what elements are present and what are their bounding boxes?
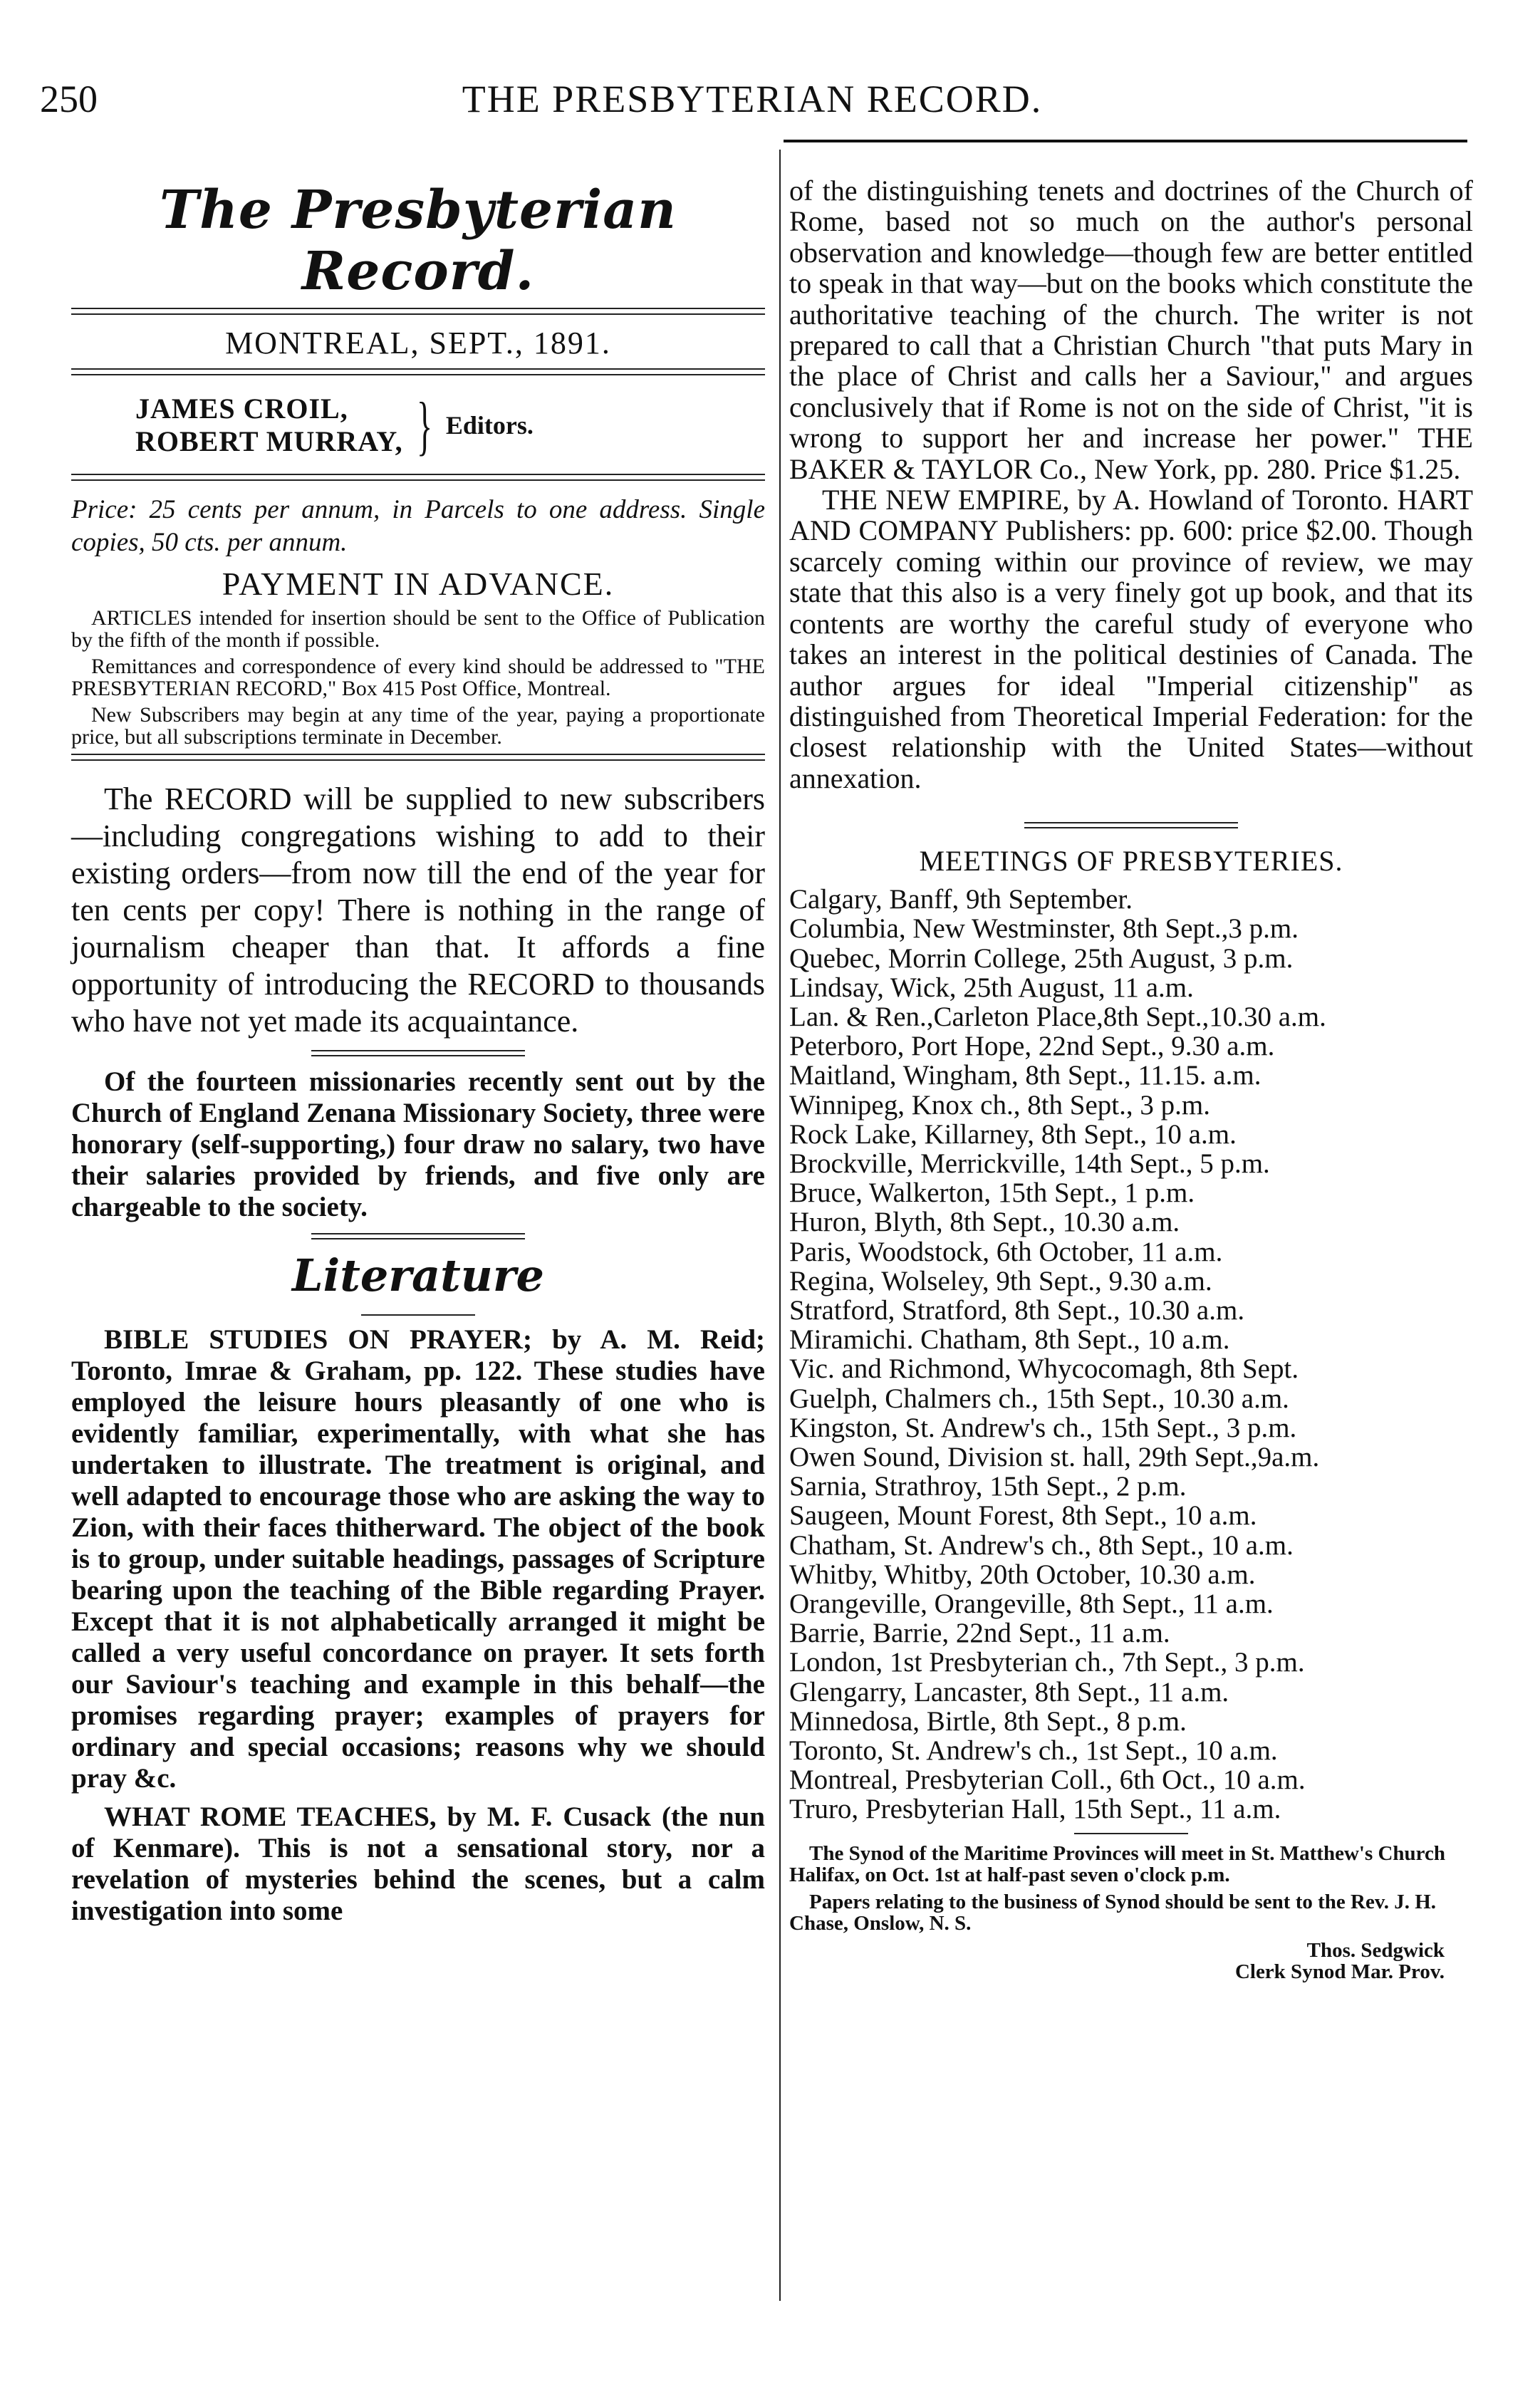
new-empire-review: THE NEW EMPIRE, by A. Howland of Toronto. HART AND COMPANY Publishers: pp. 600: price $2.00. Though scarcely coming within our province of review, we may state that this also is a very finely got up book, and that its contents are worthy the careful study of everyone who takes an interest in the political destinies of Canada. The author argues for ideal "Imperial citizenship" as distinguished from Theoretical Imperial Federation: for the closest relationship with the United States—without annexation.: [789, 484, 1473, 794]
column-divider: [779, 150, 781, 2301]
payment-heading: PAYMENT IN ADVANCE.: [222, 566, 615, 602]
running-title: THE PRESBYTERIAN RECORD.: [462, 78, 1043, 120]
list-item: Winnipeg, Knox ch., 8th Sept., 3 p.m.: [789, 1089, 1210, 1121]
signature-title: Clerk Synod Mar. Prov.: [1234, 1960, 1445, 1983]
list-item: Orangeville, Orangeville, 8th Sept., 11 a.m.: [789, 1589, 1274, 1619]
list-item: Stratford, Stratford, 8th Sept., 10.30 a.m.: [789, 1294, 1245, 1326]
list-item: Glengarry, Lancaster, 8th Sept., 11 a.m.: [789, 1676, 1229, 1707]
dateline: MONTREAL, SEPT., 1891.: [225, 326, 611, 360]
header-rule: [784, 140, 1467, 142]
list-item: Chatham, St. Andrew's ch., 8th Sept., 10 a.m.: [789, 1529, 1294, 1561]
list-item: Brockville, Merrickville, 14th Sept., 5 p.m.: [789, 1148, 1270, 1179]
list-item: Sarnia, Strathroy, 15th Sept., 2 p.m.: [789, 1471, 1187, 1502]
masthead-rule: [71, 308, 765, 315]
meetings-list: [789, 885, 1473, 1824]
list-item: London, 1st Presbyterian ch., 7th Sept., 3 p.m.: [789, 1647, 1305, 1678]
list-item: Quebec, Morrin College, 25th August, 3 p.m.: [789, 942, 1294, 974]
editor-croil: JAMES CROIL,: [135, 392, 348, 425]
list-item: Truro, Presbyterian Hall, 15th Sept., 11 a.m.: [789, 1794, 1281, 1825]
brace-glyph: }: [416, 389, 432, 462]
right-column: [789, 175, 1473, 1982]
list-item: Columbia, New Westminster, 8th Sept.,3 p.m.: [789, 913, 1299, 945]
synod-papers-notice: Papers relating to the business of Synod should be sent to the Rev. J. H. Chase, Onslow, N. S.: [789, 1890, 1437, 1935]
list-item: Saugeen, Mount Forest, 8th Sept., 10 a.m.: [789, 1500, 1257, 1532]
list-item: Calgary, Banff, 9th September.: [789, 884, 1133, 915]
rome-teaches-continued: of the distinguishing tenets and doctrines of the Church of Rome, based not so much on the author's personal observation and knowledge—though few are better entitled to speak in that way—but on the books which constitute the authoritative teaching of the church. The writer is not prepared to call that a Christian Church "that puts Mary in the place of Christ and calls her a Saviour," and argues conclusively that if Rome is not on the side of Christ, "it is wrong to support her and increase her power." THE BAKER & TAYLOR Co., New York, pp. 280. Price $1.25.: [789, 175, 1473, 485]
dateline-rule: [71, 368, 765, 375]
heading-rule: [361, 1314, 475, 1316]
signature: [789, 1940, 1473, 1982]
list-item: Huron, Blyth, 8th Sept., 10.30 a.m.: [789, 1207, 1180, 1238]
list-item: Paris, Woodstock, 6th October, 11 a.m.: [789, 1236, 1223, 1267]
synod-notice: The Synod of the Maritime Provinces will meet in St. Matthew's Church Halifax, on Oct. 1st at half-past seven o'clock p.m.: [789, 1841, 1446, 1886]
editors-label: Editors.: [445, 411, 534, 440]
list-item: Lan. & Ren.,Carleton Place,8th Sept.,10.30 a.m.: [789, 1001, 1326, 1032]
editor-names: [135, 392, 403, 458]
list-item: Kingston, St. Andrew's ch., 15th Sept., 3 p.m.: [789, 1412, 1297, 1443]
editors-rule: [71, 474, 765, 481]
notice-articles: ARTICLES intended for insertion should be sent to the Office of Publication by the fifth of the month if possible.: [71, 606, 765, 652]
list-item: Montreal, Presbyterian Coll., 6th Oct., 10 a.m.: [789, 1764, 1306, 1796]
list-item: Minnedosa, Birtle, 8th Sept., 8 p.m.: [789, 1705, 1187, 1737]
section-rule: [1024, 822, 1238, 828]
missionaries-paragraph: Of the fourteen missionaries recently sent out by the Church of England Zenana Missionary Society, three were honorary (self-supporting,) four draw no salary, two have their salaries provided by friends, and five only are chargeable to the society.: [71, 1066, 765, 1222]
meetings-heading: MEETINGS OF PRESBYTERIES.: [919, 845, 1343, 878]
masthead-bottom-rule: [71, 754, 765, 761]
synod-rule: [1074, 1833, 1188, 1834]
list-item: Lindsay, Wick, 25th August, 11 a.m.: [789, 972, 1194, 1003]
list-item: Rock Lake, Killarney, 8th Sept., 10 a.m.: [789, 1118, 1237, 1150]
list-item: Barrie, Barrie, 22nd Sept., 11 a.m.: [789, 1618, 1170, 1649]
rome-teaches-review: WHAT ROME TEACHES, by M. F. Cusack (the nun of Kenmare). This is not a sensational story, nor a revelation of mysteries behind the scenes, but a calm investigation into some: [71, 1802, 765, 1926]
list-item: Peterboro, Port Hope, 22nd Sept., 9.30 a.m.: [789, 1031, 1275, 1062]
list-item: Whitby, Whitby, 20th October, 10.30 a.m.: [789, 1559, 1256, 1590]
notice-subscribers: New Subscribers may begin at any time of the year, paying a proportionate price, but all subscriptions terminate in December.: [71, 703, 765, 749]
list-item: Owen Sound, Division st. hall, 29th Sept.,9a.m.: [789, 1441, 1320, 1472]
price-notice: Price: 25 cents per annum, in Parcels to one address. Single copies, 50 cts. per annum.: [71, 495, 765, 557]
bible-studies-review: BIBLE STUDIES ON PRAYER; by A. M. Reid; Toronto, Imrae & Graham, pp. 122. These studies have employed the leisure hours pleasantly of one who is evidently familiar, experimentally, with what she has undertaken to illustrate. The treatment is original, and well adapted to encourage those who are asking the way to Zion, with their faces thitherward. The object of the book is to group, under suitable headings, passages of Scripture bearing upon the teaching of the Bible regarding Prayer. Except that it is not alphabetically arranged it might be called a very useful concordance on prayer. It sets forth our Saviour's teaching and example in this behalf—the promises regarding prayer; examples of prayers for ordinary and special occasions; reasons why we should pray &c.: [71, 1324, 765, 1794]
list-item: Miramichi. Chatham, 8th Sept., 10 a.m.: [789, 1324, 1230, 1356]
list-item: Toronto, St. Andrew's ch., 1st Sept., 10 a.m.: [789, 1735, 1278, 1767]
masthead-title: The Presbyterian Record.: [160, 180, 677, 302]
list-item: Guelph, Chalmers ch., 15th Sept., 10.30 a.m.: [789, 1383, 1289, 1414]
page-number: 250: [40, 78, 98, 120]
list-item: Bruce, Walkerton, 15th Sept., 1 p.m.: [789, 1177, 1195, 1209]
signature-name: Thos. Sedgwick: [1306, 1938, 1445, 1962]
list-item: Maitland, Wingham, 8th Sept., 11.15. a.m.: [789, 1060, 1261, 1091]
record-offer-paragraph: The RECORD will be supplied to new subscribers—including congregations wishing to add to their existing orders—from now till the end of the year for ten cents per copy! There is nothing in the range of journalism cheaper than that. It affords a fine opportunity of introducing the RECORD to thousands who have not yet made its acquaintance.: [71, 781, 765, 1039]
section-rule: [311, 1233, 525, 1239]
literature-heading: Literature: [292, 1249, 544, 1301]
editor-murray: ROBERT MURRAY,: [135, 425, 403, 457]
list-item: Vic. and Richmond, Whycocomagh, 8th Sept.: [789, 1353, 1299, 1385]
editors-block: [71, 381, 765, 468]
left-column: [71, 164, 765, 1927]
section-rule: [311, 1050, 525, 1056]
notice-remittances: Remittances and correspondence of every kind should be addressed to "THE PRESBYTERIAN RECORD," Box 415 Post Office, Montreal.: [71, 655, 765, 700]
page-header: [40, 77, 1464, 134]
list-item: Regina, Wolseley, 9th Sept., 9.30 a.m.: [789, 1265, 1212, 1296]
